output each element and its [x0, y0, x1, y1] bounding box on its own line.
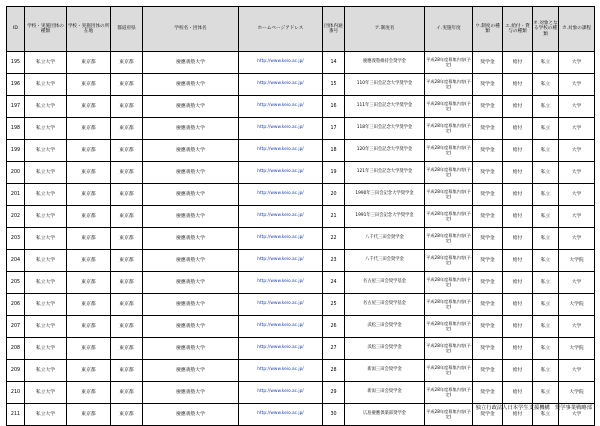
- benefit-type-cell: 給付: [503, 404, 533, 426]
- column-header: 団体内通番号: [323, 7, 345, 52]
- internal-number-cell: 20: [323, 184, 345, 206]
- table-row: [7, 184, 595, 206]
- course-cell: 大学: [559, 272, 595, 294]
- school-type-cell: 私立大学: [25, 206, 67, 228]
- table-row: [7, 228, 595, 250]
- school-type-cell: 私立大学: [25, 404, 67, 426]
- program-name-cell: 浜松三田会奨学金: [345, 338, 425, 360]
- id-cell: 204: [7, 250, 25, 272]
- program-type-cell: 奨学金: [473, 52, 503, 74]
- id-cell: 208: [7, 338, 25, 360]
- table-row: [7, 162, 595, 184]
- id-cell: 197: [7, 96, 25, 118]
- location-cell: 東京都: [67, 382, 111, 404]
- program-name-cell: 111年三田会記念大学奨学金: [345, 96, 425, 118]
- school-type-cell: 私立大学: [25, 360, 67, 382]
- benefit-type-cell: 給付: [503, 162, 533, 184]
- target-school-type-cell: 私立: [533, 96, 559, 118]
- table-body: [7, 52, 595, 426]
- fiscal-year-cell: 平成28年度募集内容(予定): [425, 140, 473, 162]
- target-school-type-cell: 私立: [533, 206, 559, 228]
- column-header: ア.制度名: [345, 7, 425, 52]
- location-cell: 東京都: [67, 184, 111, 206]
- prefecture-cell: 東京都: [111, 162, 143, 184]
- program-type-cell: 奨学金: [473, 272, 503, 294]
- program-type-cell: 奨学金: [473, 404, 503, 426]
- fiscal-year-cell: 平成28年度募集内容(予定): [425, 404, 473, 426]
- target-school-type-cell: 私立: [533, 162, 559, 184]
- program-name-cell: 八千代三田会奨学金: [345, 228, 425, 250]
- school-type-cell: 私立大学: [25, 140, 67, 162]
- school-type-cell: 私立大学: [25, 272, 67, 294]
- school-type-cell: 私立大学: [25, 382, 67, 404]
- program-type-cell: 奨学金: [473, 294, 503, 316]
- benefit-type-cell: 給付: [503, 272, 533, 294]
- program-name-cell: 120年三田会記念大学奨学金: [345, 140, 425, 162]
- homepage-url-cell[interactable]: http://www.keio.ac.jp/: [239, 74, 323, 96]
- target-school-type-cell: 私立: [533, 74, 559, 96]
- school-name-cell: 慶應義塾大学: [143, 316, 239, 338]
- school-name-cell: 慶應義塾大学: [143, 228, 239, 250]
- id-cell: 206: [7, 294, 25, 316]
- fiscal-year-cell: 平成28年度募集内容(予定): [425, 316, 473, 338]
- benefit-type-cell: 給付: [503, 228, 533, 250]
- prefecture-cell: 東京都: [111, 272, 143, 294]
- target-school-type-cell: 私立: [533, 360, 559, 382]
- fiscal-year-cell: 平成28年度募集内容(予定): [425, 96, 473, 118]
- target-school-type-cell: 私立: [533, 272, 559, 294]
- fiscal-year-cell: 平成28年度募集内容(予定): [425, 118, 473, 140]
- header-row: [7, 7, 595, 52]
- fiscal-year-cell: 平成28年度募集内容(予定): [425, 206, 473, 228]
- id-cell: 202: [7, 206, 25, 228]
- homepage-url-cell[interactable]: http://www.keio.ac.jp/: [239, 140, 323, 162]
- homepage-url-cell[interactable]: http://www.keio.ac.jp/: [239, 250, 323, 272]
- prefecture-cell: 東京都: [111, 404, 143, 426]
- school-name-cell: 慶應義塾大学: [143, 250, 239, 272]
- target-school-type-cell: 私立: [533, 382, 559, 404]
- location-cell: 東京都: [67, 52, 111, 74]
- internal-number-cell: 27: [323, 338, 345, 360]
- fiscal-year-cell: 平成28年度募集内容(予定): [425, 338, 473, 360]
- column-header: オ.対象となる学校の種類: [533, 7, 559, 52]
- school-name-cell: 慶應義塾大学: [143, 162, 239, 184]
- id-cell: 207: [7, 316, 25, 338]
- program-type-cell: 奨学金: [473, 360, 503, 382]
- program-name-cell: 118年三田会記念大学奨学金: [345, 118, 425, 140]
- internal-number-cell: 15: [323, 74, 345, 96]
- location-cell: 東京都: [67, 162, 111, 184]
- target-school-type-cell: 私立: [533, 118, 559, 140]
- prefecture-cell: 東京都: [111, 206, 143, 228]
- location-cell: 東京都: [67, 118, 111, 140]
- column-header: ウ.制度の種類: [473, 7, 503, 52]
- fiscal-year-cell: 平成28年度募集内容(予定): [425, 74, 473, 96]
- course-cell: 大学院: [559, 294, 595, 316]
- prefecture-cell: 東京都: [111, 338, 143, 360]
- program-type-cell: 奨学金: [473, 140, 503, 162]
- program-name-cell: 広島慶應倶楽部奨学金: [345, 404, 425, 426]
- target-school-type-cell: 私立: [533, 294, 559, 316]
- school-type-cell: 私立大学: [25, 250, 67, 272]
- target-school-type-cell: 私立: [533, 316, 559, 338]
- fiscal-year-cell: 平成28年度募集内容(予定): [425, 228, 473, 250]
- column-header: 学校名・団体名: [143, 7, 239, 52]
- footer-org: 独立行政法人日本学生支援機構: [475, 405, 550, 411]
- target-school-type-cell: 私立: [533, 250, 559, 272]
- benefit-type-cell: 給付: [503, 294, 533, 316]
- course-cell: 大学: [559, 162, 595, 184]
- internal-number-cell: 18: [323, 140, 345, 162]
- table-row: [7, 140, 595, 162]
- homepage-url-cell[interactable]: http://www.keio.ac.jp/: [239, 316, 323, 338]
- program-name-cell: 新潟三田会奨学金: [345, 382, 425, 404]
- table-row: [7, 272, 595, 294]
- school-type-cell: 私立大学: [25, 228, 67, 250]
- homepage-url-cell[interactable]: http://www.keio.ac.jp/: [239, 382, 323, 404]
- homepage-url-cell[interactable]: http://www.keio.ac.jp/: [239, 206, 323, 228]
- location-cell: 東京都: [67, 316, 111, 338]
- benefit-type-cell: 給付: [503, 118, 533, 140]
- program-name-cell: 八千代三田会奨学金: [345, 250, 425, 272]
- table-row: [7, 52, 595, 74]
- benefit-type-cell: 給付: [503, 382, 533, 404]
- prefecture-cell: 東京都: [111, 294, 143, 316]
- homepage-url-cell[interactable]: http://www.keio.ac.jp/: [239, 272, 323, 294]
- prefecture-cell: 東京都: [111, 382, 143, 404]
- table-row: [7, 382, 595, 404]
- id-cell: 205: [7, 272, 25, 294]
- id-cell: 199: [7, 140, 25, 162]
- location-cell: 東京都: [67, 140, 111, 162]
- prefecture-cell: 東京都: [111, 360, 143, 382]
- internal-number-cell: 29: [323, 382, 345, 404]
- location-cell: 東京都: [67, 272, 111, 294]
- footer-dept: 奨学事業戦略部: [554, 405, 592, 411]
- course-cell: 大学: [559, 316, 595, 338]
- id-cell: 195: [7, 52, 25, 74]
- course-cell: 大学院: [559, 250, 595, 272]
- prefecture-cell: 東京都: [111, 140, 143, 162]
- fiscal-year-cell: 平成28年度募集内容(予定): [425, 294, 473, 316]
- course-cell: 大学: [559, 184, 595, 206]
- internal-number-cell: 24: [323, 272, 345, 294]
- benefit-type-cell: 給付: [503, 316, 533, 338]
- table-row: [7, 316, 595, 338]
- prefecture-cell: 東京都: [111, 250, 143, 272]
- id-cell: 211: [7, 404, 25, 426]
- program-type-cell: 奨学金: [473, 228, 503, 250]
- id-cell: 209: [7, 360, 25, 382]
- course-cell: 大学: [559, 228, 595, 250]
- id-cell: 200: [7, 162, 25, 184]
- location-cell: 東京都: [67, 360, 111, 382]
- column-header: 都道府県: [111, 7, 143, 52]
- homepage-url-cell[interactable]: http://www.keio.ac.jp/: [239, 52, 323, 74]
- location-cell: 東京都: [67, 74, 111, 96]
- school-name-cell: 慶應義塾大学: [143, 52, 239, 74]
- homepage-url-cell[interactable]: http://www.keio.ac.jp/: [239, 118, 323, 140]
- table-row: [7, 338, 595, 360]
- prefecture-cell: 東京都: [111, 228, 143, 250]
- internal-number-cell: 23: [323, 250, 345, 272]
- target-school-type-cell: 私立: [533, 184, 559, 206]
- prefecture-cell: 東京都: [111, 52, 143, 74]
- benefit-type-cell: 給付: [503, 74, 533, 96]
- homepage-url-cell[interactable]: http://www.keio.ac.jp/: [239, 96, 323, 118]
- internal-number-cell: 17: [323, 118, 345, 140]
- program-name-cell: 新潟三田会奨学金: [345, 360, 425, 382]
- target-school-type-cell: 私立: [533, 52, 559, 74]
- school-type-cell: 私立大学: [25, 294, 67, 316]
- internal-number-cell: 26: [323, 316, 345, 338]
- table-row: [7, 206, 595, 228]
- school-type-cell: 私立大学: [25, 316, 67, 338]
- prefecture-cell: 東京都: [111, 316, 143, 338]
- course-cell: 大学院: [559, 338, 595, 360]
- program-name-cell: 121年三田会記念大学奨学金: [345, 162, 425, 184]
- target-school-type-cell: 私立: [533, 338, 559, 360]
- school-name-cell: 慶應義塾大学: [143, 272, 239, 294]
- fiscal-year-cell: 平成28年度募集内容(予定): [425, 52, 473, 74]
- id-cell: 198: [7, 118, 25, 140]
- fiscal-year-cell: 平成28年度募集内容(予定): [425, 250, 473, 272]
- course-cell: 大学: [559, 118, 595, 140]
- internal-number-cell: 22: [323, 228, 345, 250]
- school-name-cell: 慶應義塾大学: [143, 140, 239, 162]
- fiscal-year-cell: 平成28年度募集内容(予定): [425, 162, 473, 184]
- location-cell: 東京都: [67, 338, 111, 360]
- course-cell: 大学: [559, 404, 595, 426]
- course-cell: 大学: [559, 74, 595, 96]
- program-type-cell: 奨学金: [473, 74, 503, 96]
- school-name-cell: 慶應義塾大学: [143, 338, 239, 360]
- internal-number-cell: 30: [323, 404, 345, 426]
- table-row: [7, 360, 595, 382]
- program-type-cell: 奨学金: [473, 250, 503, 272]
- program-name-cell: 110年三田会記念大学奨学金: [345, 74, 425, 96]
- benefit-type-cell: 給付: [503, 140, 533, 162]
- column-header: エ.給付・貸与の種類: [503, 7, 533, 52]
- fiscal-year-cell: 平成28年度募集内容(予定): [425, 382, 473, 404]
- program-type-cell: 奨学金: [473, 206, 503, 228]
- id-cell: 196: [7, 74, 25, 96]
- column-header: 学校・実施団体の所在地: [67, 7, 111, 52]
- benefit-type-cell: 給付: [503, 206, 533, 228]
- internal-number-cell: 14: [323, 52, 345, 74]
- course-cell: 大学: [559, 360, 595, 382]
- course-cell: 大学: [559, 140, 595, 162]
- benefit-type-cell: 給付: [503, 338, 533, 360]
- school-type-cell: 私立大学: [25, 338, 67, 360]
- table-row: [7, 250, 595, 272]
- school-name-cell: 慶應義塾大学: [143, 118, 239, 140]
- homepage-url-cell[interactable]: http://www.keio.ac.jp/: [239, 228, 323, 250]
- school-type-cell: 私立大学: [25, 184, 67, 206]
- location-cell: 東京都: [67, 228, 111, 250]
- school-name-cell: 慶應義塾大学: [143, 96, 239, 118]
- target-school-type-cell: 私立: [533, 140, 559, 162]
- location-cell: 東京都: [67, 206, 111, 228]
- program-name-cell: 名古屋三田会奨学基金: [345, 294, 425, 316]
- program-type-cell: 奨学金: [473, 96, 503, 118]
- school-name-cell: 慶應義塾大学: [143, 184, 239, 206]
- school-type-cell: 私立大学: [25, 74, 67, 96]
- course-cell: 大学院: [559, 382, 595, 404]
- benefit-type-cell: 給付: [503, 96, 533, 118]
- benefit-type-cell: 給付: [503, 360, 533, 382]
- benefit-type-cell: 給付: [503, 184, 533, 206]
- school-type-cell: 私立大学: [25, 162, 67, 184]
- internal-number-cell: 28: [323, 360, 345, 382]
- location-cell: 東京都: [67, 404, 111, 426]
- column-header: カ.対象の課程: [559, 7, 595, 52]
- program-name-cell: 浜松三田会奨学金: [345, 316, 425, 338]
- table-row: [7, 118, 595, 140]
- table-row: [7, 74, 595, 96]
- internal-number-cell: 21: [323, 206, 345, 228]
- homepage-url-cell[interactable]: http://www.keio.ac.jp/: [239, 162, 323, 184]
- program-type-cell: 奨学金: [473, 316, 503, 338]
- footer-credit: [476, 403, 592, 411]
- program-type-cell: 奨学金: [473, 162, 503, 184]
- internal-number-cell: 16: [323, 96, 345, 118]
- target-school-type-cell: 私立: [533, 228, 559, 250]
- fiscal-year-cell: 平成28年度募集内容(予定): [425, 184, 473, 206]
- course-cell: 大学: [559, 52, 595, 74]
- homepage-url-cell[interactable]: http://www.keio.ac.jp/: [239, 294, 323, 316]
- scholarship-table: [6, 6, 595, 426]
- school-name-cell: 慶應義塾大学: [143, 360, 239, 382]
- school-name-cell: 慶應義塾大学: [143, 382, 239, 404]
- homepage-url-cell[interactable]: http://www.keio.ac.jp/: [239, 338, 323, 360]
- column-header: 学校・実施団体の種類: [25, 7, 67, 52]
- location-cell: 東京都: [67, 250, 111, 272]
- school-name-cell: 慶應義塾大学: [143, 404, 239, 426]
- id-cell: 203: [7, 228, 25, 250]
- prefecture-cell: 東京都: [111, 118, 143, 140]
- program-type-cell: 奨学金: [473, 184, 503, 206]
- benefit-type-cell: 給付: [503, 250, 533, 272]
- school-name-cell: 慶應義塾大学: [143, 206, 239, 228]
- course-cell: 大学: [559, 96, 595, 118]
- homepage-url-cell[interactable]: http://www.keio.ac.jp/: [239, 360, 323, 382]
- table-row: [7, 294, 595, 316]
- program-type-cell: 奨学金: [473, 118, 503, 140]
- program-type-cell: 奨学金: [473, 382, 503, 404]
- prefecture-cell: 東京都: [111, 74, 143, 96]
- program-name-cell: 慶應義塾維持会奨学金: [345, 52, 425, 74]
- column-header: ホームページアドレス: [239, 7, 323, 52]
- homepage-url-cell[interactable]: http://www.keio.ac.jp/: [239, 404, 323, 426]
- course-cell: 大学: [559, 206, 595, 228]
- table-row: [7, 96, 595, 118]
- prefecture-cell: 東京都: [111, 96, 143, 118]
- fiscal-year-cell: 平成28年度募集内容(予定): [425, 360, 473, 382]
- column-header: ID: [7, 7, 25, 52]
- homepage-url-cell[interactable]: http://www.keio.ac.jp/: [239, 184, 323, 206]
- fiscal-year-cell: 平成28年度募集内容(予定): [425, 272, 473, 294]
- school-name-cell: 慶應義塾大学: [143, 74, 239, 96]
- column-header: イ.実施年度: [425, 7, 473, 52]
- location-cell: 東京都: [67, 96, 111, 118]
- program-type-cell: 奨学金: [473, 338, 503, 360]
- internal-number-cell: 25: [323, 294, 345, 316]
- target-school-type-cell: 私立: [533, 404, 559, 426]
- school-name-cell: 慶應義塾大学: [143, 294, 239, 316]
- prefecture-cell: 東京都: [111, 184, 143, 206]
- school-type-cell: 私立大学: [25, 52, 67, 74]
- school-type-cell: 私立大学: [25, 96, 67, 118]
- id-cell: 210: [7, 382, 25, 404]
- location-cell: 東京都: [67, 294, 111, 316]
- school-type-cell: 私立大学: [25, 118, 67, 140]
- internal-number-cell: 19: [323, 162, 345, 184]
- program-name-cell: 名古屋三田会奨学基金: [345, 272, 425, 294]
- benefit-type-cell: 給付: [503, 52, 533, 74]
- program-name-cell: 1991年三田会記念大学奨学金: [345, 206, 425, 228]
- id-cell: 201: [7, 184, 25, 206]
- program-name-cell: 1990年三田会記念大学奨学金: [345, 184, 425, 206]
